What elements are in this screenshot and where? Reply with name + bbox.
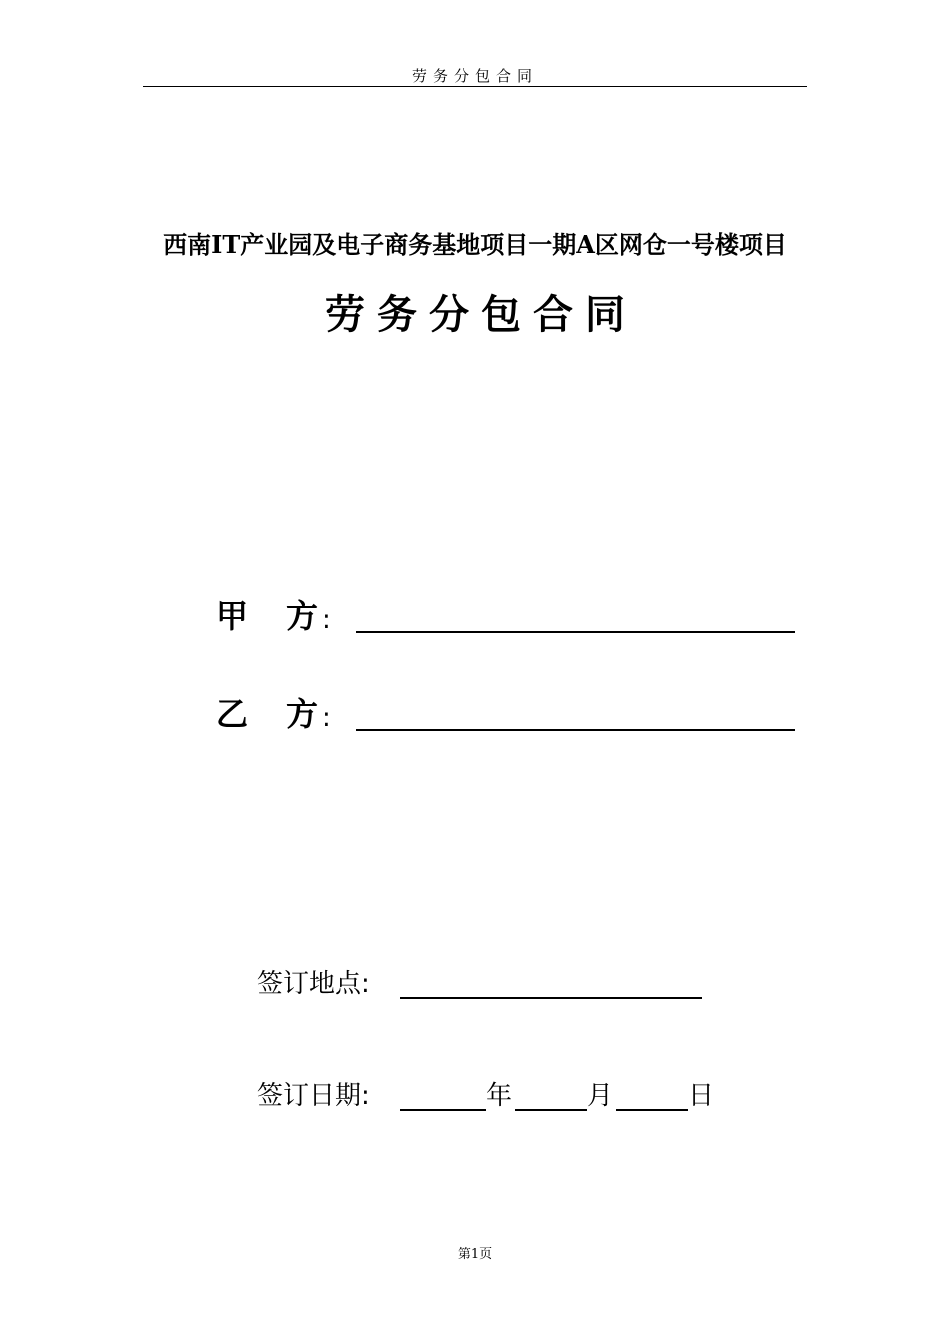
party-a-colon: :: [322, 605, 331, 635]
party-b-row: [216, 694, 806, 738]
signing-place-blank-line[interactable]: [400, 997, 702, 999]
header-rule: [143, 86, 807, 87]
signing-date-row: [257, 1078, 777, 1118]
signing-date-label: 签订日期:: [257, 1081, 370, 1111]
signing-year-blank-line[interactable]: [400, 1109, 486, 1111]
party-a-row: [216, 596, 806, 640]
party-a-label-char1: 甲: [216, 597, 249, 635]
signing-day-blank-line[interactable]: [616, 1109, 688, 1111]
project-name: 西南IT产业园及电子商务基地项目一期A区网仓一号楼项目: [163, 230, 787, 259]
signing-place-label: 签订地点:: [257, 969, 370, 999]
party-a-label-char2: 方: [286, 597, 319, 635]
party-b-label-char1: 乙: [216, 695, 249, 733]
month-unit: 月: [587, 1081, 614, 1111]
party-b-blank-line[interactable]: [356, 729, 795, 731]
party-b-label-char2: 方: [286, 695, 319, 733]
contract-title: 劳务分包合同: [325, 291, 637, 338]
party-b-colon: :: [322, 703, 331, 733]
signing-month-blank-line[interactable]: [515, 1109, 587, 1111]
signing-place-row: [257, 966, 777, 1006]
year-unit: 年: [486, 1081, 513, 1111]
party-a-blank-line[interactable]: [356, 631, 795, 633]
day-unit: 日: [688, 1081, 715, 1111]
page-number: 第1页: [457, 1247, 493, 1262]
running-header: 劳务分包合同: [411, 67, 538, 85]
